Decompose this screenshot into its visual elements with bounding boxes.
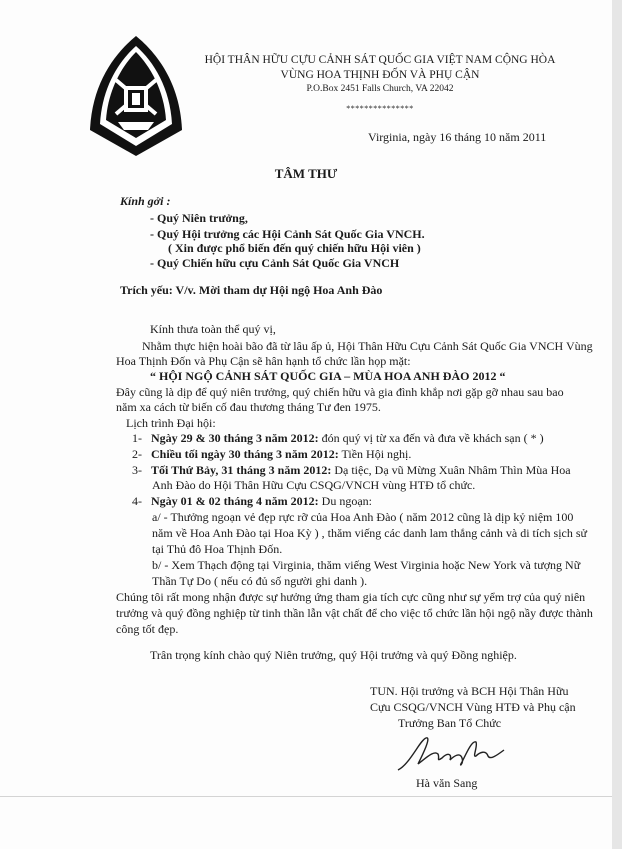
header-divider: *************** (346, 104, 414, 113)
schedule-text: đón quý vị từ xa đến và đưa về khách sạn ( * ) (318, 431, 544, 445)
org-name-line2: VÙNG HOA THỊNH ĐỐN VÀ PHỤ CẬN (280, 69, 480, 81)
schedule-label: Lịch trình Đại hội: (126, 416, 216, 430)
schedule-number: 3- (132, 463, 142, 477)
intro-text: Nhằm thực hiện hoài bão đã từ lâu ấp ủ, Hội Thân Hữu Cựu Cảnh Sát Quốc Gia VNCH Vùng (142, 339, 593, 353)
police-emblem-logo (88, 34, 184, 158)
date-line: Virginia, ngày 16 tháng 10 năm 2011 (368, 130, 547, 144)
salutation-note: ( Xin được phổ biến đến quý chiến hữu Hội viên ) (168, 241, 421, 255)
schedule-item (132, 431, 544, 446)
signatory-title: TUN. Hội trưởng và BCH Hội Thân Hữu (370, 684, 569, 698)
signatory-name: Hà văn Sang (416, 776, 478, 790)
outing-a-text: a/ - Thưởng ngoạn vẻ đẹp rực rỡ của Hoa Anh Đào ( năm 2012 cũng là dịp kỷ niệm 100 (152, 510, 574, 524)
regards-line: Trân trọng kính chào quý Niên trưởng, quý Hội trưởng và quý Đồng nghiệp. (150, 648, 517, 662)
schedule-text: Tiền Hội nghị. (338, 447, 412, 461)
purpose-text: Đây cũng là dịp để quý niên trưởng, quý chiến hữu và gia đình khắp nơi gặp gỡ nhau sau bao (116, 385, 564, 399)
greeting: Kính thưa toàn thể quý vị, (150, 322, 276, 336)
closing-text: Chúng tôi rất mong nhận được sự hưởng ứng tham gia tích cực cũng như sự yểm trợ của quý niên (116, 590, 586, 604)
purpose-text: năm xa cách từ biến cố đau thương tháng Tư đen 1975. (116, 400, 381, 414)
intro-text: Hoa Thịnh Đốn và Phụ Cận sẽ hân hạnh tổ chức lần họp mặt: (116, 354, 411, 368)
subject-line: Trích yếu: V/v. Mời tham dự Hội ngộ Hoa Anh Đào (120, 283, 383, 297)
handwritten-signature (392, 734, 512, 774)
schedule-number: 2- (132, 447, 142, 461)
org-address: P.O.Box 2451 Falls Church, VA 22042 (306, 84, 454, 94)
schedule-item (132, 494, 372, 509)
letter-title: TÂM THƯ (274, 166, 338, 181)
schedule-date: Ngày 29 & 30 tháng 3 năm 2012: (151, 431, 319, 445)
event-name: “ HỘI NGỘ CẢNH SÁT QUỐC GIA – MÙA HOA ANH ĐÀO 2012 “ (150, 369, 506, 383)
salutation-label: Kính gởi : (120, 194, 171, 208)
outing-a-text: tại Thủ đô Hoa Thịnh Đốn. (152, 542, 283, 556)
salutation-item: - Quý Hội trưởng các Hội Cảnh Sát Quốc Gia VNCH. (150, 227, 425, 241)
schedule-date: Tối Thứ Bảy, 31 tháng 3 năm 2012: (151, 463, 332, 477)
outing-a-text: năm về Hoa Anh Đào tại Hoa Kỳ ) , thăm viếng các danh lam thắng cảnh và di tích sịch sử (152, 526, 588, 540)
schedule-text: Du ngoạn: (318, 494, 372, 508)
schedule-continuation: Anh Đào do Hội Thân Hữu Cựu CSQG/VNCH vùng HTĐ tổ chức. (152, 478, 476, 492)
salutation-item: - Quý Chiến hữu cựu Cảnh Sát Quốc Gia VNCH (150, 256, 400, 270)
signatory-title: Cựu CSQG/VNCH Vùng HTĐ và Phụ cận (370, 700, 576, 714)
closing-text: công tốt đẹp. (116, 622, 179, 636)
org-name-line1: HỘI THÂN HỮU CỰU CẢNH SÁT QUỐC GIA VIỆT NAM CỘNG HÒA (204, 54, 556, 66)
outing-b-text: b/ - Xem Thạch động tại Virginia, thăm viếng West Virginia hoặc New York và tượng Nữ (152, 558, 581, 572)
schedule-date: Chiều tối ngày 30 tháng 3 năm 2012: (151, 447, 339, 461)
schedule-number: 1- (132, 431, 142, 445)
schedule-item (132, 463, 571, 478)
scan-divider (0, 796, 612, 797)
schedule-number: 4- (132, 494, 142, 508)
schedule-date: Ngày 01 & 02 tháng 4 năm 2012: (151, 494, 319, 508)
scan-edge (612, 0, 622, 849)
schedule-text: Dạ tiệc, Dạ vũ Mừng Xuân Nhâm Thìn Mùa Hoa (331, 463, 571, 477)
outing-b-text: Thần Tự Do ( nếu có đủ số người ghi danh ). (152, 574, 368, 588)
closing-text: trưởng và quý đồng nghiệp từ tinh thần lẫn vật chất để cho việc tổ chức lần hội ngộ nầy được thành (116, 606, 593, 620)
salutation-item: - Quý Niên trưởng, (150, 211, 248, 225)
schedule-item (132, 447, 411, 462)
signatory-role: Trưởng Ban Tổ Chức (398, 716, 502, 730)
